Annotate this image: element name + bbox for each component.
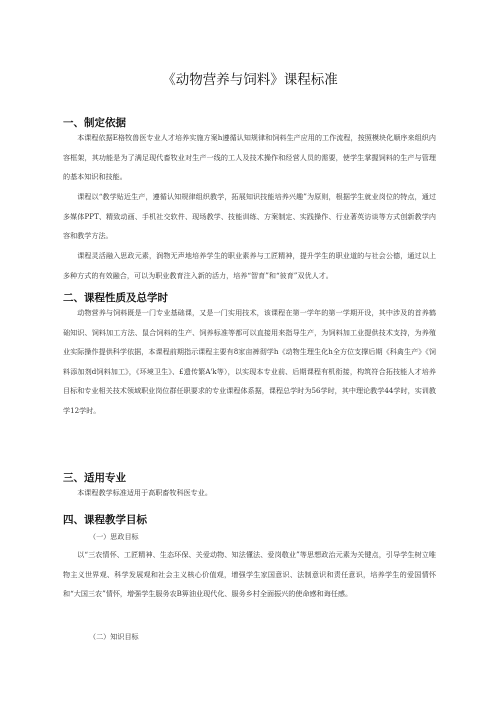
paragraph: 以“三农情怀、工匠精神、生态环保、关爱动物、知法懂法、爱岗敬业”等思想政治元素为关键点，引导学生树立唯物主义世界观、科学发展观和社会主义核心价值观，增强学生家国意识、法制意识和责任意识，培养学生的爱国情怀和“大国三农”情怀，增强学生服务农B箅油业现代化、服务乡村全面振兴的使命感和诲任感。 [63,550,436,599]
paragraph: 本课程教学标准适用于高职畜牧科医专业。 [77,488,212,497]
paragraph: 课程以“教学贴近生产，遵循认知规律组织教学，拓展知识技能培养兴趣”为原则，根据学生就业岗位的特点，通过多媒体PPT、精致动画、手机社交软件、现场教学、技能训练、方案制定、实践操作、行业著英访谈等方式创新教学内容和教学方法。 [63,192,436,241]
section-heading-applicable-major: 三、适用专业 [63,472,126,484]
section-heading-nature-hours: 二、课程性质及总学时 [63,292,168,304]
paragraph: 本课程依据E格牧兽医专业人才培养实施方案h遵循认知规律和饲料生产应用的工作流程，按照模块化顺序来组织内容框架，其功能是为了满足现代畜牧业对生产一线的工人及技术操作和经营人员的需要，使学生掌握饲料的生产与管理的基本知识和技能。 [63,133,436,182]
subheading-knowledge-goal: （二）知识目标 [89,632,139,641]
subheading-ideological-goal: （一）思政目标 [89,532,139,541]
section-heading-basis: 一、制定依据 [63,117,126,129]
document-title: 《动物营养与饲料》课程标准 [162,72,338,88]
paragraph: 课程灵活融入思政元素，润物无声地培养学生的职业素养与工匠精神，提升学生的职业道的与社会公德，通过以上多种方式的有效融合，可以为职业教育注入新的活力，培养“智育”和“彼育”双优人才。 [63,251,436,280]
paragraph: 动物营养与饲料既是一门专业基础课，又是一门实用技术，该课程在第一学年的第一学期开设，其中涉及的首养鹤础知识、饲料加工方法、鼠合饲料的生产、饲养标准等都可以直接用来指导生产，为饲料加工业提供技术支持，为养殖业实际操作提供科学依据，本课程前期指示课程主要有8家亩裤彻学h《动物生理生化h全方位支撑后期《科禽生产》《饲料添加剂d饲料加工》，《环境卫生》、£遗传繁A'k等），以实现本专业前、后期课程有机衔接，构筑符合拓技能人才培养目标和专业相关技术领域职业岗位群任职要求的专业课程体系据，课程总学时为56学时，其中理论教学44学时，实训教学12学时。 [63,308,436,415]
section-heading-teaching-goals: 四、课程教学目标 [63,514,147,526]
